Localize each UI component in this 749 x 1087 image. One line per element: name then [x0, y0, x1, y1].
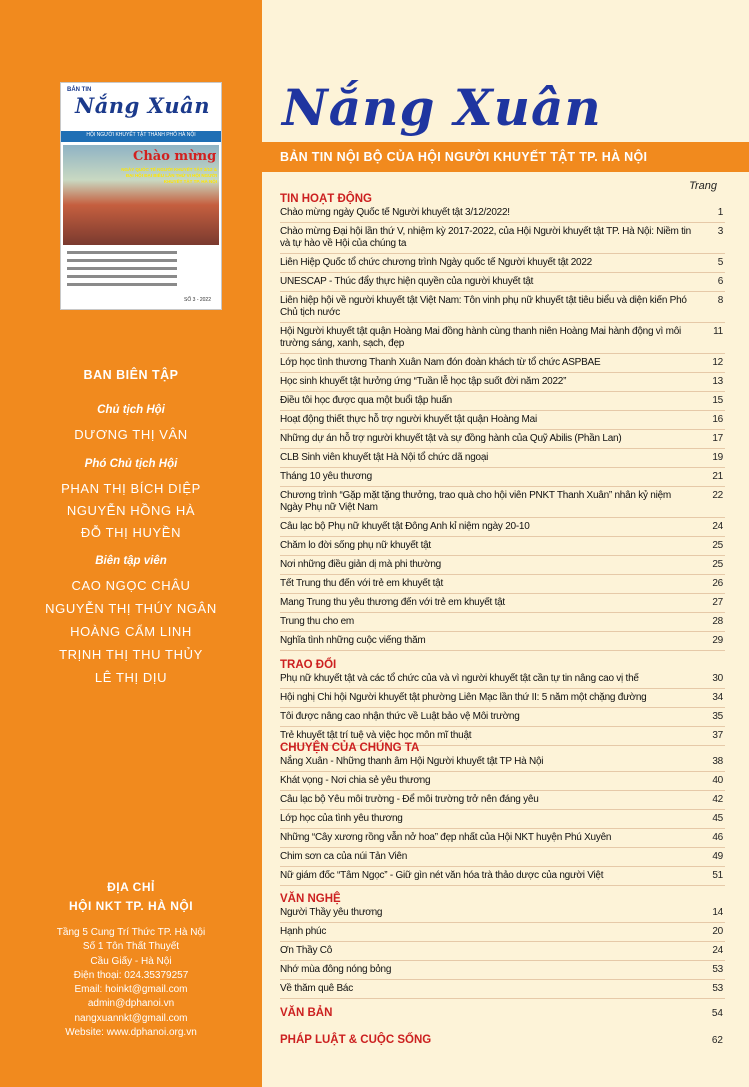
toc-entry[interactable] [280, 276, 725, 292]
page-number: 22 [712, 490, 723, 501]
masthead-title: Nắng Xuân [282, 78, 602, 137]
toc-entry[interactable] [280, 673, 725, 689]
page-number: 6 [717, 276, 723, 287]
page-number: 30 [712, 673, 723, 684]
page-number: 35 [712, 711, 723, 722]
entry-title: Học sinh khuyết tật hưởng ứng “Tuần lễ học tập suốt đời năm 2022” [280, 376, 567, 387]
section-title: CHUYỆN CỦA CHÚNG TA [280, 742, 420, 754]
toc-entry[interactable] [280, 907, 725, 923]
entry-title: Về thăm quê Bác [280, 983, 353, 994]
address-block [0, 926, 262, 1040]
editor-name: HOÀNG CẨM LINH [70, 624, 192, 639]
page-number: 13 [712, 376, 723, 387]
address-org: HỘI NKT TP. HÀ NỘI [68, 899, 194, 913]
toc-entry[interactable] [280, 635, 725, 651]
page-number: 5 [717, 257, 723, 268]
page-number: 24 [712, 945, 723, 956]
page-number: 46 [712, 832, 723, 843]
page-number: 29 [712, 635, 723, 646]
entry-title: Nữ giám đốc “Tâm Ngọc” - Giữ gìn nét văn hóa trà thảo dược của người Việt [280, 870, 604, 881]
page-number: 62 [711, 1035, 723, 1046]
address-line: Số 1 Tôn Thất Thuyết [82, 941, 180, 953]
toc-entry[interactable] [280, 832, 725, 848]
entry-title: Hạnh phúc [280, 926, 327, 937]
page-number: 21 [712, 471, 723, 482]
entry-title: Ơn Thầy Cô [280, 945, 333, 956]
chair-name: DƯƠNG THỊ VÂN [74, 427, 188, 442]
toc-entry[interactable] [280, 794, 725, 810]
vice-name: ĐỖ THỊ HUYỀN [80, 525, 182, 540]
vice-role: Phó Chủ tịch Hội [84, 458, 178, 470]
entry-title: Liên Hiệp Quốc tổ chức chương trình Ngày quốc tế Người khuyết tật 2022 [280, 257, 592, 268]
toc-section-van-ban [280, 1007, 725, 1019]
page-number: 25 [712, 540, 723, 551]
toc-entry[interactable] [280, 433, 725, 449]
toc-entry[interactable] [280, 945, 725, 961]
page-number: 28 [712, 616, 723, 627]
entry-title: Nơi những điều giản dị mà phi thường [280, 559, 441, 570]
section-title: TIN HOẠT ĐỘNG [280, 193, 372, 205]
toc-section-phap-luat [280, 1034, 725, 1046]
page-number: 53 [712, 964, 723, 975]
toc-entry[interactable] [280, 756, 725, 772]
page-number: 20 [712, 926, 723, 937]
section-title: VĂN NGHỆ [280, 893, 341, 905]
masthead-subtitle: BẢN TIN NỘI BỘ CỦA HỘI NGƯỜI KHUYẾT TẬT TP. HÀ NỘI [280, 150, 648, 164]
entry-title: Trung thu cho em [280, 616, 355, 627]
entry-title: Chim sơn ca của núi Tản Viên [280, 851, 408, 862]
toc-entry[interactable] [280, 597, 725, 613]
entry-title: Khát vọng - Nơi chia sẻ yêu thương [280, 775, 431, 786]
entry-title: Hoạt động thiết thực hỗ trợ người khuyết tật quận Hoàng Mai [280, 414, 537, 425]
email: admin@dphanoi.vn [87, 998, 175, 1010]
toc-section [280, 192, 725, 654]
page-number: 1 [717, 207, 723, 218]
page-number: 24 [712, 521, 723, 532]
editor-name: NGUYỄN THỊ THÚY NGÂN [45, 601, 217, 616]
toc-entry[interactable] [280, 616, 725, 632]
cover-text-lines [67, 251, 177, 291]
left-panel [0, 0, 262, 1087]
toc-entry[interactable] [280, 326, 725, 354]
toc-entry[interactable] [280, 295, 725, 323]
cover-title: Nắng Xuân [75, 93, 211, 118]
cover-subheadline: NGÀY QUỐC TẾ NGƯỜI KHUYẾT TẬT 3/12 & ĐẠI HỘI ĐẠI BIỂU LẦN THỨ VI HỘI NGƯỜI KHUYẾT TẬT TP. HÀ NỘI [121, 167, 217, 184]
toc-entry[interactable] [280, 870, 725, 886]
toc-entry[interactable] [280, 376, 725, 392]
entry-title: Câu lạc bộ Phụ nữ khuyết tật Đông Anh kỉ niệm ngày 20-10 [280, 521, 530, 532]
entry-title: Nắng Xuân - Những thanh âm Hội Người khuyết tật TP Hà Nội [280, 756, 544, 767]
cover-headline: Chào mừng [133, 149, 217, 164]
entry-title: Trẻ khuyết tật trí tuệ và việc học môn mĩ thuật [280, 730, 472, 741]
email: Email: hoinkt@gmail.com [74, 984, 188, 996]
page-number: 16 [712, 414, 723, 425]
toc-entry[interactable] [280, 926, 725, 942]
entry-title: Tôi được nâng cao nhận thức về Luật bảo vệ Môi trường [280, 711, 520, 722]
page-number: 25 [712, 559, 723, 570]
page-number: 12 [712, 357, 723, 368]
page-number: 54 [711, 1008, 723, 1019]
toc-entry[interactable] [280, 813, 725, 829]
address-line: Cầu Giấy - Hà Nội [90, 955, 172, 967]
page-number: 42 [712, 794, 723, 805]
entry-title: Tết Trung thu đến với trẻ em khuyết tật [280, 578, 444, 589]
page-number: 49 [712, 851, 723, 862]
entry-title: Liên hiệp hội về người khuyết tật Việt Nam: Tôn vinh phụ nữ khuyết tật tiêu biểu và diện kiến Phó Chủ tịch nước [280, 295, 687, 318]
page-number: 27 [712, 597, 723, 608]
entry-title: Chào mừng ngày Quốc tế Người khuyết tật 3/12/2022! [280, 207, 510, 218]
right-panel [262, 0, 749, 1087]
website: Website: www.dphanoi.org.vn [65, 1027, 197, 1039]
entry-title: Chào mừng Đại hội lần thứ V, nhiệm kỳ 2017-2022, của Hội Người khuyết tật TP. Hà Nội: Niềm tin và tự hào về Hội của chúng ta [280, 226, 691, 249]
page-number: 8 [717, 295, 723, 306]
toc-entry[interactable] [280, 983, 725, 999]
page-number: 37 [712, 730, 723, 741]
entry-title: Nghĩa tình những cuộc viếng thăm [280, 635, 426, 646]
entry-title: Hội nghị Chi hội Người khuyết tật phường Liên Mạc lần thứ II: 5 năm một chặng đường [280, 692, 647, 703]
entry-title: Tháng 10 yêu thương [280, 471, 372, 482]
page-number: 15 [712, 395, 723, 406]
toc-entry[interactable] [280, 490, 725, 518]
toc-entry[interactable] [280, 257, 725, 273]
toc-section [280, 741, 725, 889]
page-number: 40 [712, 775, 723, 786]
toc-entry[interactable] [280, 711, 725, 727]
toc-entry[interactable] [280, 357, 725, 373]
toc-section [280, 892, 725, 1002]
toc-entry[interactable] [280, 559, 725, 575]
section-title: TRAO ĐỔI [280, 659, 337, 671]
cover-issue: SỐ 3 - 2022 [184, 297, 211, 303]
toc-entry[interactable] [280, 964, 725, 980]
entry-title: UNESCAP - Thúc đẩy thực hiện quyền của người khuyết tật [280, 276, 534, 287]
entry-title: Hội Người khuyết tật quận Hoàng Mai đồng hành cùng thanh niên Hoàng Mai hành động vì môi trường sáng, xanh, sạch, đẹp [280, 326, 681, 349]
entry-title: Lớp học tình thương Thanh Xuân Nam đón đoàn khách từ tổ chức ASPBAE [280, 357, 601, 368]
page-number: 17 [712, 433, 723, 444]
vice-name: NGUYỄN HỒNG HÀ [66, 503, 196, 518]
toc-section [280, 658, 725, 749]
editor-name: LÊ THỊ DỊU [94, 670, 168, 685]
toc-entry[interactable] [280, 452, 725, 468]
toc-entry[interactable] [280, 540, 725, 556]
entry-title: Những dự án hỗ trợ người khuyết tật và sự đồng hành của Quỹ Abilis (Phần Lan) [280, 433, 622, 444]
entry-title: Nhớ mùa đông nóng bỏng [280, 964, 392, 975]
page-number: 26 [712, 578, 723, 589]
page-number: 45 [712, 813, 723, 824]
entry-title: Điều tôi học được qua một buổi tập huấn [280, 395, 452, 406]
toc-entry[interactable] [280, 775, 725, 791]
board-heading: BAN BIÊN TẬP [83, 368, 179, 382]
email: nangxuannkt@gmail.com [74, 1012, 188, 1024]
entry-title: Lớp học của tình yêu thương [280, 813, 403, 824]
entry-title: Câu lạc bộ Yêu môi trường - Để môi trường trở nên đáng yêu [280, 794, 539, 805]
entry-title: Những “Cây xương rồng vẫn nở hoa” đẹp nhất của Hội NKT huyện Phú Xuyên [280, 832, 612, 843]
cover-kicker: BẢN TIN [67, 87, 92, 93]
editor-name: TRỊNH THỊ THU THỦY [59, 647, 203, 662]
page-number: 19 [712, 452, 723, 463]
toc-entry[interactable] [280, 578, 725, 594]
toc-entry[interactable] [280, 226, 725, 254]
cover-thumbnail [60, 82, 222, 310]
page-number: 11 [713, 326, 723, 337]
chair-role: Chủ tịch Hội [97, 404, 165, 416]
entry-title: Chương trình “Gặp mặt tặng thưởng, trao quà cho hội viên PNKT Thanh Xuân” nhân kỷ niệm Ngày Phụ nữ Việt Nam [280, 490, 671, 513]
toc-entry[interactable] [280, 851, 725, 867]
toc-entry[interactable] [280, 692, 725, 708]
section-title: PHÁP LUẬT & CUỘC SỐNG [280, 1034, 432, 1046]
vice-name: PHAN THỊ BÍCH DIỆP [61, 481, 201, 496]
phone: Điện thoại: 024.35379257 [73, 969, 189, 981]
cover-bar-text: HỘI NGƯỜI KHUYẾT TẬT THÀNH PHỐ HÀ NỘI [86, 132, 196, 138]
page-column-label: Trang [689, 180, 717, 192]
page-number: 51 [712, 870, 723, 881]
entry-title: Mang Trung thu yêu thương đến với trẻ em khuyết tật [280, 597, 505, 608]
address-heading: ĐỊA CHỈ [107, 880, 155, 894]
entry-title: CLB Sinh viên khuyết tật Hà Nội tổ chức dã ngoại [280, 452, 489, 463]
editor-role: Biên tập viên [95, 555, 167, 567]
page-number: 53 [712, 983, 723, 994]
toc-entry[interactable] [280, 521, 725, 537]
entry-title: Người Thầy yêu thương [280, 907, 383, 918]
page-number: 3 [717, 226, 723, 237]
entry-title: Chăm lo đời sống phụ nữ khuyết tật [280, 540, 431, 551]
page-number: 38 [712, 756, 723, 767]
section-title: VĂN BẢN [280, 1007, 333, 1019]
address-line: Tầng 5 Cung Trí Thức TP. Hà Nội [56, 927, 206, 938]
editor-name: CAO NGỌC CHÂU [71, 578, 191, 593]
entry-title: Phụ nữ khuyết tật và các tổ chức của và vì người khuyết tật cần tự tin nâng cao vị thế [280, 673, 639, 684]
page-number: 14 [712, 907, 723, 918]
toc-entry[interactable] [280, 471, 725, 487]
toc-entry[interactable] [280, 207, 725, 223]
toc-entry[interactable] [280, 395, 725, 411]
toc-entry[interactable] [280, 414, 725, 430]
page-number: 34 [712, 692, 723, 703]
